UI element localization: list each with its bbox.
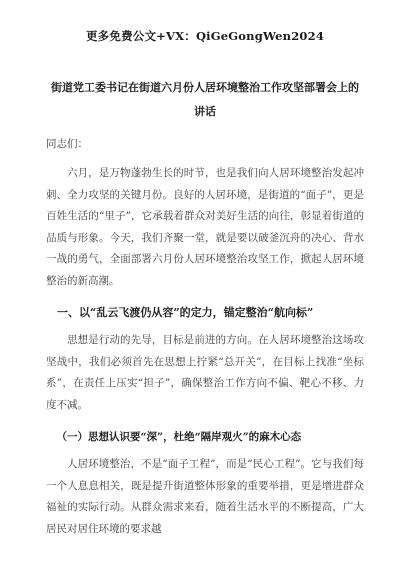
paragraph-intro: 六月，是万物蓬勃生长的时节，也是我们向人居环境整治发起冲刺、全力攻坚的关键月份。良好的人居环境，是街道的“面子”，更是百姓生活的“里子”，它承载着群众对美好生活的向往，彰显着街道的品质与形象。今天，我们齐聚一堂，就是要以破釜沉舟的决心、背水一战的勇气，全面部署六月份人居环境整治攻坚工作，掀起人居环境整治的新高潮。	[46, 167, 364, 287]
document-title: 街道党工委书记在街道六月份人居环境整治工作攻坚部署会上的讲话	[51, 81, 359, 118]
greeting: 同志们：	[46, 138, 88, 150]
section-heading-1: 一、以“乱云飞渡仍从容”的定力，锚定整治“航向标”	[57, 306, 314, 319]
subsection-heading-1: （一）思想认识要“深”，杜绝“隔岸观火”的麻木心态	[56, 431, 302, 443]
promo-banner: 更多免费公文+VX：QiGeGongWen2024	[85, 29, 325, 43]
paragraph-section-1: 思想是行动的先导，目标是前进的方向。在人居环境整治这场攻坚战中，我们必须首先在思想上拧紧“总开关”，在目标上找准“坐标系”，在责任上压实“担子”，确保整治工作方向不偏、靶心不移、力度不减。	[46, 334, 364, 411]
paragraph-subsection-1: 人居环境整治，不是“面子工程”，而是“民心工程”。它与我们每一个人息息相关，既是提升街道整体形象的重要举措，更是增进群众福祉的实际行动。从群众需求来看，随着生活水平的不断提高，广大居民对居住环境的要求越	[46, 458, 364, 535]
